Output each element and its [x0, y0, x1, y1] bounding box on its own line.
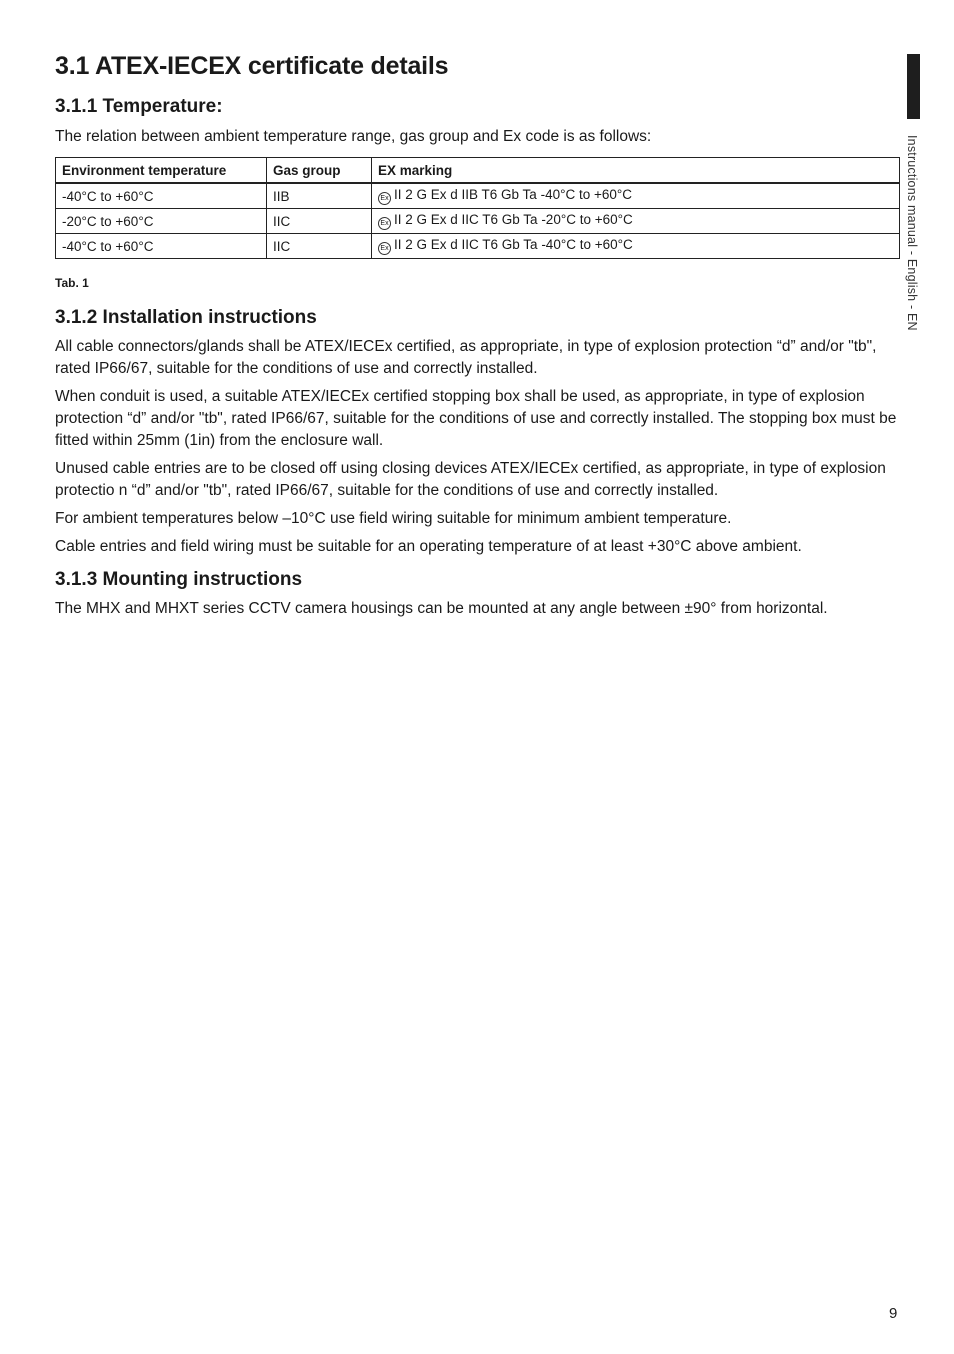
- temperature-intro: The relation between ambient temperature range, gas group and Ex code is as follows:: [55, 128, 652, 145]
- header-ex-marking: EX marking: [372, 158, 900, 184]
- cell-ex-marking: [372, 183, 900, 209]
- installation-paragraph: All cable connectors/glands shall be ATEX/IECEx certified, as appropriate, in type of explosion protection “d” and/or "tb", rated IP66/67, suitable for the conditions of use and correctly installed.: [55, 338, 877, 377]
- table-header-row: [56, 158, 900, 184]
- cell-temperature: -40°C to +60°C: [56, 234, 267, 259]
- table-row: [56, 234, 900, 259]
- side-tab-marker: [907, 54, 920, 119]
- cell-gas-group: IIB: [267, 183, 372, 209]
- ex-icon: Ex: [378, 242, 391, 255]
- page-content: [55, 50, 900, 617]
- installation-paragraph: Unused cable entries are to be closed off using closing devices ATEX/IECEx certified, as appropriate, in type of explosion protectio n “d” and/or "tb", rated IP66/67, suitable for the conditions of use and correctly installed.: [55, 460, 886, 499]
- installation-body: [55, 336, 900, 564]
- ex-marking-text: II 2 G Ex d IIC T6 Gb Ta -20°C to +60°C: [394, 212, 633, 227]
- ex-marking-text: II 2 G Ex d IIC T6 Gb Ta -40°C to +60°C: [394, 237, 633, 252]
- installation-paragraph: Cable entries and field wiring must be suitable for an operating temperature of at least +30°C above ambient.: [55, 538, 802, 555]
- page-number: 9: [889, 1305, 898, 1322]
- cell-temperature: -20°C to +60°C: [56, 209, 267, 234]
- ex-marking-text: II 2 G Ex d IIB T6 Gb Ta -40°C to +60°C: [394, 187, 633, 202]
- header-environment-temperature: Environment temperature: [56, 158, 267, 184]
- temperature-heading: 3.1.1 Temperature:: [55, 96, 223, 117]
- cell-ex-marking: [372, 209, 900, 234]
- mounting-heading: 3.1.3 Mounting instructions: [55, 569, 303, 590]
- cell-ex-marking: [372, 234, 900, 259]
- table-caption: Tab. 1: [55, 276, 89, 290]
- mounting-text: The MHX and MHXT series CCTV camera housings can be mounted at any angle between ±90° from horizontal.: [55, 600, 828, 617]
- installation-paragraph: For ambient temperatures below –10°C use field wiring suitable for minimum ambient temperature.: [55, 510, 732, 527]
- cell-temperature: -40°C to +60°C: [56, 183, 267, 209]
- header-gas-group: Gas group: [267, 158, 372, 184]
- certificate-table: [55, 157, 900, 259]
- side-label: Instructions manual - English - EN: [905, 135, 919, 331]
- ex-icon: Ex: [378, 217, 391, 230]
- table-row: [56, 209, 900, 234]
- section-title: 3.1 ATEX-IECEX certificate details: [55, 52, 449, 80]
- table-row: [56, 183, 900, 209]
- cell-gas-group: IIC: [267, 209, 372, 234]
- installation-paragraph: When conduit is used, a suitable ATEX/IECEx certified stopping box shall be used, as appropriate, in type of explosion protection “d” and/or "tb", rated IP66/67, suitable for the conditions of use and correctly installed. The stopping box must be fitted within 25mm (1in) from the enclosure wall.: [55, 388, 897, 449]
- ex-icon: Ex: [378, 192, 391, 205]
- installation-heading: 3.1.2 Installation instructions: [55, 307, 317, 328]
- cell-gas-group: IIC: [267, 234, 372, 259]
